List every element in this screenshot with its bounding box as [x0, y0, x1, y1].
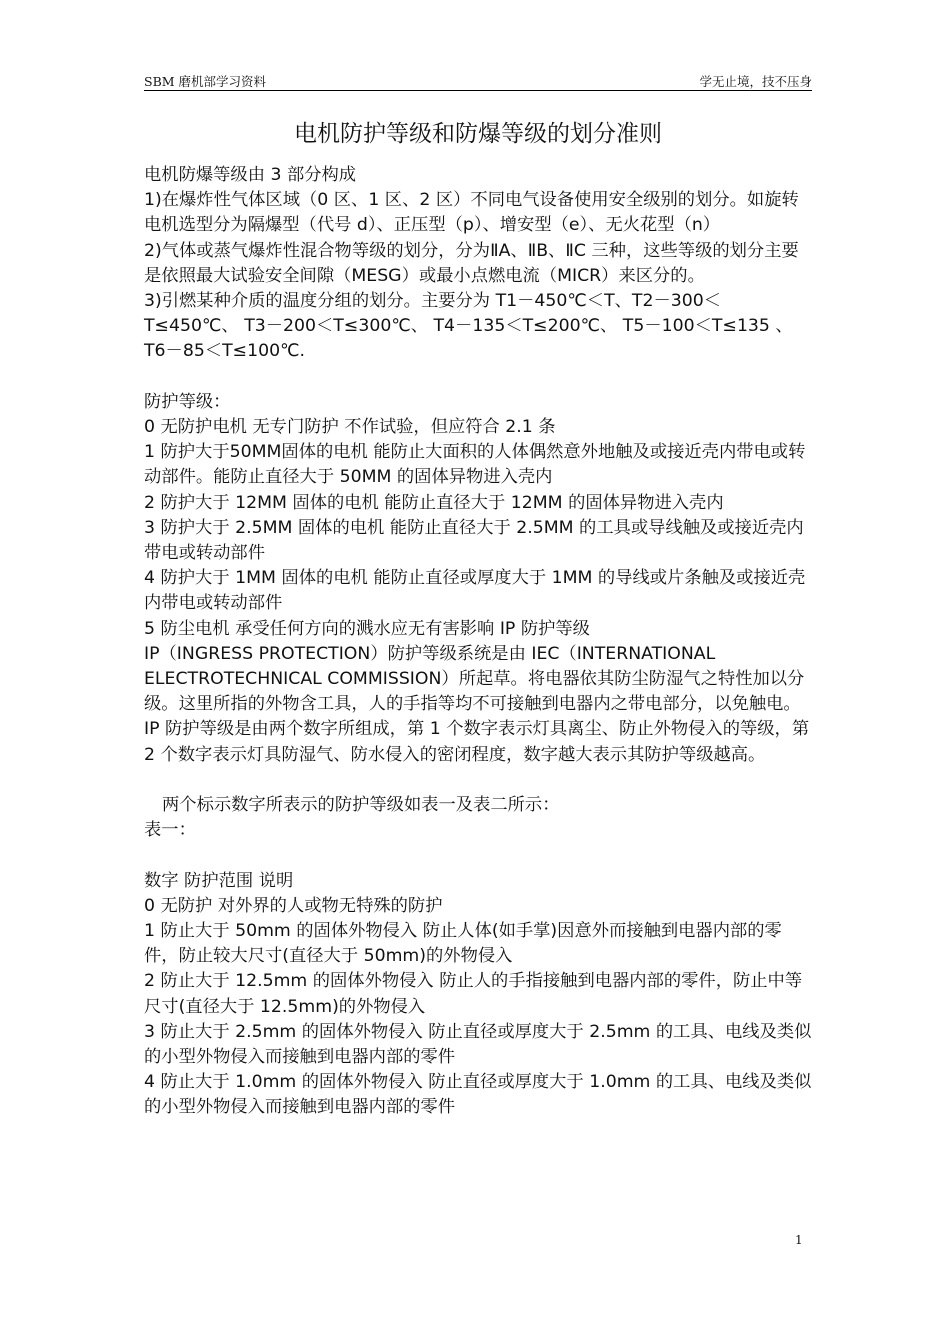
list-item: 3 防护大于 2.5MM 固体的电机 能防止直径大于 2.5MM 的工具或导线触及或接近壳内带电或转动部件: [144, 517, 804, 564]
paragraph-ip-description: IP（INGRESS PROTECTION）防护等级系统是由 IEC（INTERNATIONAL ELECTROTECHNICAL COMMISSION）所起草。将电器依其防尘防湿气之特性加以分级。这里所指的外物含工具，人的手指等均不可接触到电器内之带电部分，以免触电。IP 防护等级是由两个数字所组成，第 1 个数字表示灯具离尘、防止外物侵入的等级，第 2 个数字表示灯具防湿气、防水侵入的密闭程度，数字越大表示其防护等级越高。: [144, 643, 810, 765]
list-item: 2 防护大于 12MM 固体的电机 能防止直径大于 12MM 的固体异物进入壳内: [144, 492, 724, 513]
blank-line: [144, 365, 812, 390]
paragraph-gas-class: 2)气体或蒸气爆炸性混合物等级的划分，分为ⅡA、ⅡB、ⅡC 三种，这些等级的划分主要是依照最大试验安全间隙（MESG）或最小点燃电流（MICR）来区分的。: [144, 240, 799, 286]
list-item: 4 防护大于 1MM 固体的电机 能防止直径或厚度大于 1MM 的导线或片条触及或接近壳内带电或转动部件: [144, 568, 806, 614]
list-item: 5 防尘电机 承受任何方向的溅水应无有害影响 IP 防护等级: [144, 618, 590, 639]
document-body: [144, 163, 812, 1121]
blank-line: [144, 843, 812, 868]
table-row: 1 防止大于 50mm 的固体外物侵入 防止人体(如手掌)因意外而接触到电器内部的零件，防止较大尺寸(直径大于 50mm)的外物侵入: [144, 921, 782, 967]
blank-line: [144, 768, 812, 793]
page-number: 1: [795, 1233, 803, 1247]
paragraph-table-intro: 两个标示数字所表示的防护等级如表一及表二所示：: [162, 795, 560, 816]
table-header: 数字 防护范围 说明: [144, 870, 294, 891]
table-row: 4 防止大于 1.0mm 的固体外物侵入 防止直径或厚度大于 1.0mm 的工具、电线及类似的小型外物侵入而接触到电器内部的零件: [144, 1072, 812, 1118]
paragraph-temperature-class: 3)引燃某种介质的温度分组的划分。主要分为 T1－450℃＜T、T2－300＜T≤450℃、 T3－200＜T≤300℃、 T4－135＜T≤200℃、 T5－100＜T≤135 、 T6－85＜T≤100℃.: [144, 291, 793, 362]
table-label: 表一：: [144, 820, 196, 841]
table-row: 0 无防护 对外界的人或物无特殊的防护: [144, 895, 443, 916]
table-row: 2 防止大于 12.5mm 的固体外物侵入 防止人的手指接触到电器内部的零件，防止中等尺寸(直径大于 12.5mm)的外物侵入: [144, 971, 803, 1017]
paragraph-intro: 电机防爆等级由 3 部分构成: [144, 165, 357, 185]
paragraph-protection-heading: 防护等级：: [144, 391, 231, 412]
table-row: 3 防止大于 2.5mm 的固体外物侵入 防止直径或厚度大于 2.5mm 的工具、电线及类似的小型外物侵入而接触到电器内部的零件: [144, 1021, 812, 1068]
list-item: 0 无防护电机 无专门防护 不作试验，但应符合 2.1 条: [144, 417, 556, 438]
header-left-text: SBM 磨机部学习资料: [144, 74, 267, 89]
document-title: 电机防护等级和防爆等级的划分准则: [294, 121, 662, 147]
header-right-text: 学无止境，技不压身: [699, 74, 812, 89]
page-header: [144, 70, 812, 91]
list-item: 1 防护大于50MM固体的电机 能防止大面积的人体偶然意外地触及或接近壳内带电或转动部件。能防止直径大于 50MM 的固体异物进入壳内: [144, 442, 806, 488]
paragraph-explosion-zone: 1)在爆炸性气体区域（0 区、1 区、2 区）不同电气设备使用安全级别的划分。如旋转电机选型分为隔爆型（代号 d）、正压型（p）、增安型（e）、无火花型（n）: [144, 190, 799, 236]
